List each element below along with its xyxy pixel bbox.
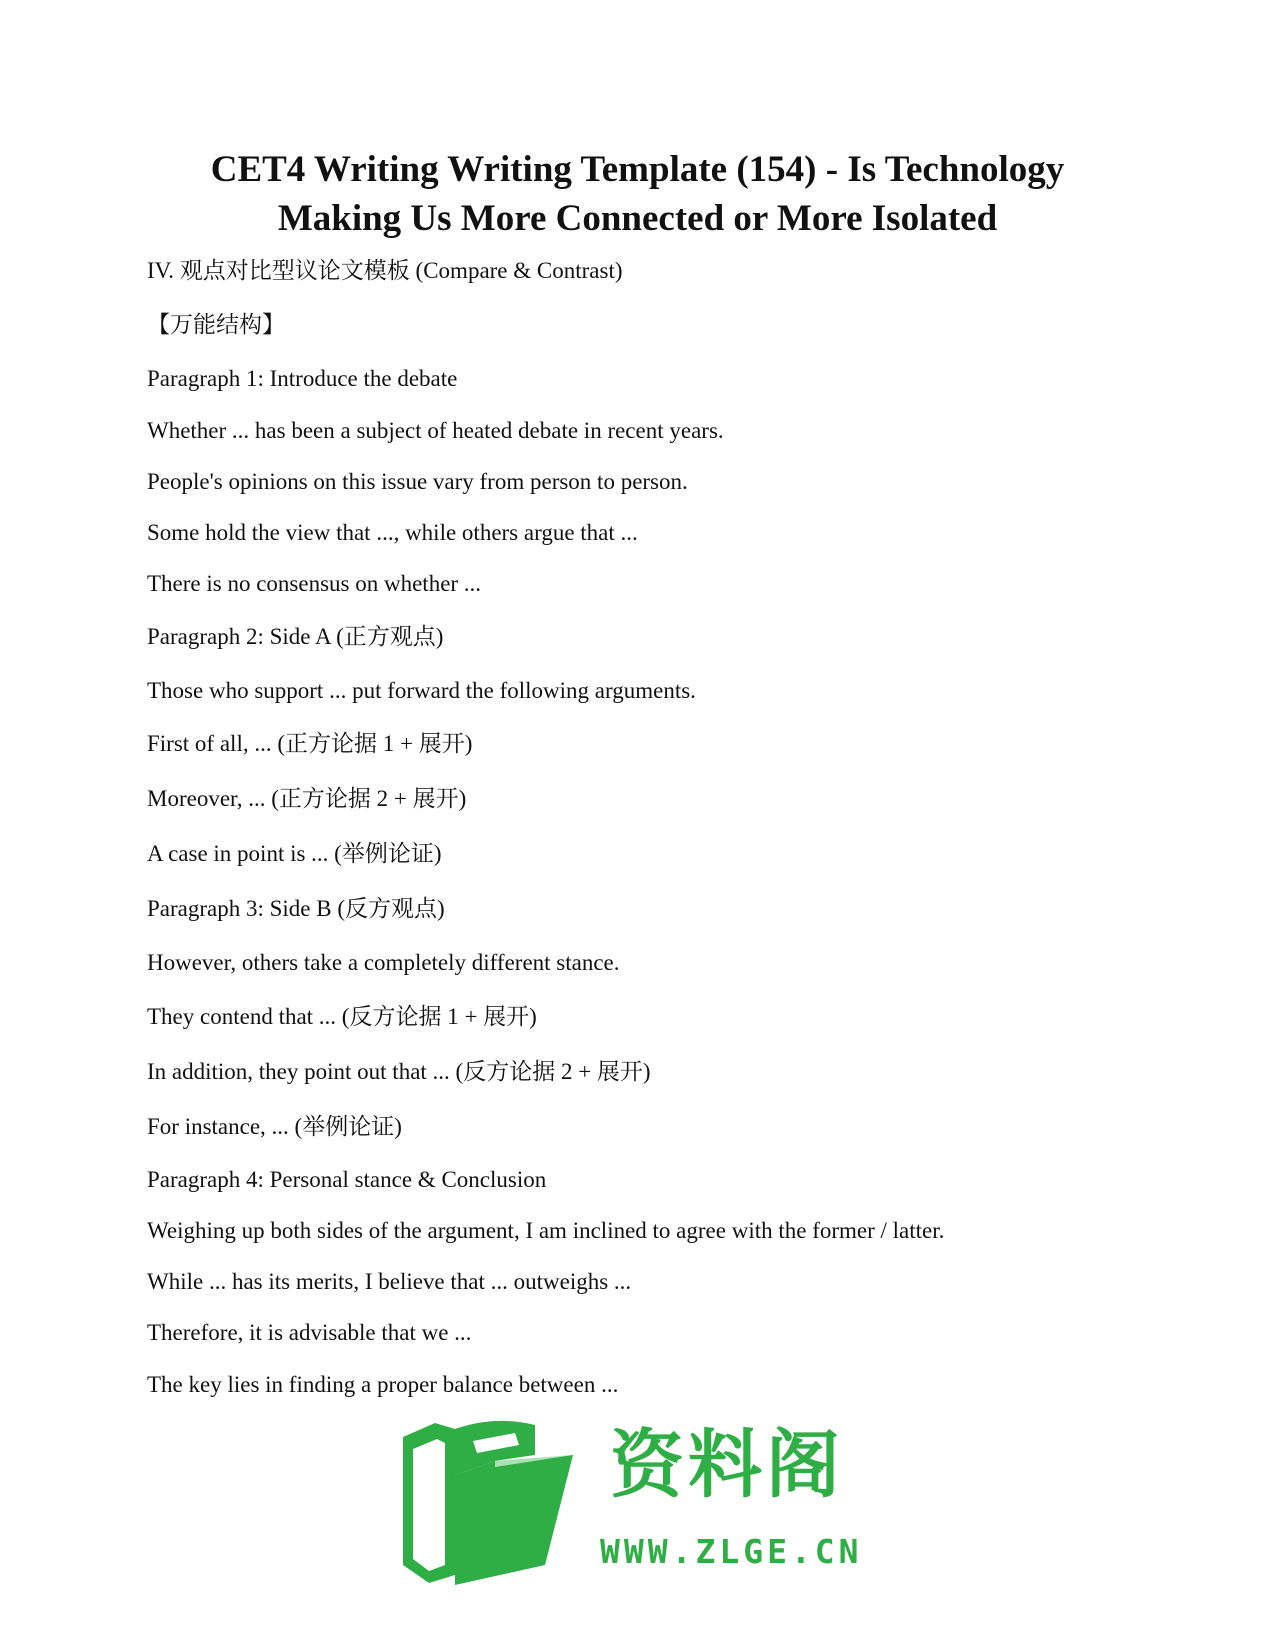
- template-line: First of all, ... (正方论据 1 + 展开): [147, 731, 473, 756]
- template-line: However, others take a completely different stance.: [147, 950, 620, 975]
- paragraph-3-heading: Paragraph 3: Side B (反方观点): [147, 896, 445, 921]
- template-line: Therefore, it is advisable that we ...: [147, 1320, 472, 1345]
- paragraph-2-heading: Paragraph 2: Side A (正方观点): [147, 624, 444, 649]
- template-line: Whether ... has been a subject of heated debate in recent years.: [147, 418, 724, 443]
- open-book-folder-icon: [395, 1415, 605, 1590]
- template-line: For instance, ... (举例论证): [147, 1114, 402, 1139]
- template-line: There is no consensus on whether ...: [147, 571, 482, 596]
- paragraph-4-heading: Paragraph 4: Personal stance & Conclusion: [147, 1167, 547, 1192]
- template-line: They contend that ... (反方论据 1 + 展开): [147, 1004, 537, 1029]
- template-line: Weighing up both sides of the argument, I am inclined to agree with the former / latter.: [147, 1218, 945, 1243]
- document-title: CET4 Writing Writing Template (154) - Is Technology Making Us More Connected or More Isolated: [210, 149, 1065, 239]
- template-line: People's opinions on this issue vary from person to person.: [147, 469, 688, 494]
- watermark-name: 资料阁: [610, 1422, 844, 1508]
- template-line: Some hold the view that ..., while others argue that ...: [147, 520, 638, 545]
- template-line: The key lies in finding a proper balance between ...: [147, 1372, 619, 1397]
- watermark-url: WWW.ZLGE.CN: [600, 1532, 863, 1571]
- template-line: Moreover, ... (正方论据 2 + 展开): [147, 786, 467, 811]
- template-line: A case in point is ... (举例论证): [147, 841, 442, 866]
- template-line: Those who support ... put forward the following arguments.: [147, 678, 696, 703]
- structure-label: 【万能结构】: [147, 312, 285, 337]
- section-heading: IV. 观点对比型议论文模板 (Compare & Contrast): [147, 258, 623, 283]
- template-line: In addition, they point out that ... (反方论据 2 + 展开): [147, 1059, 651, 1084]
- watermark-logo: [395, 1415, 875, 1590]
- template-line: While ... has its merits, I believe that ... outweighs ...: [147, 1269, 632, 1294]
- paragraph-1-heading: Paragraph 1: Introduce the debate: [147, 366, 458, 391]
